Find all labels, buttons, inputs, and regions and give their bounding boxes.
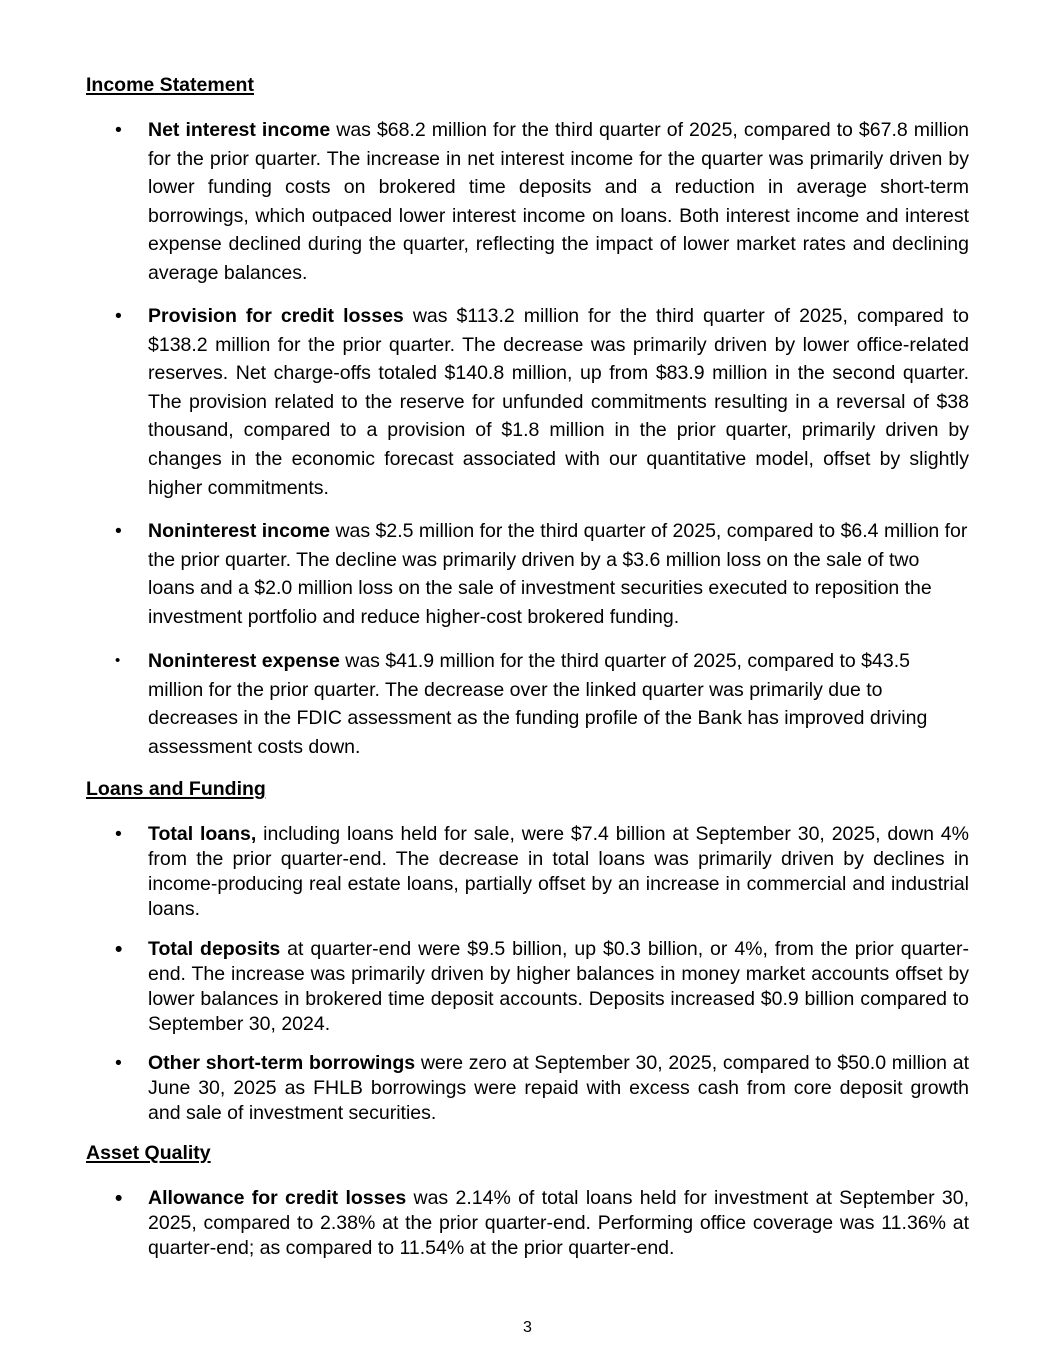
item-lead: Other short-term borrowings [148, 1052, 416, 1074]
item-text: was 2.14% of total loans held for investment at September 30, 2025, compared to 2.38% at the prior quarter-end. Performing office coverage was 11.36% at quarter-end; as compared to 11.54% at the prior quarter-end. [148, 1187, 969, 1259]
item-text: at quarter-end were $9.5 billion, up $0.3 billion, or 4%, from the prior quarter-end. The increase was primarily driven by higher balances in money market accounts offset by lower balances in brokered time deposit accounts. Deposits increased $0.9 billion compared to September 30, 2024. [148, 938, 970, 1035]
item-text: including loans held for sale, were $7.4 billion at September 30, 2025, down 4% from the prior quarter-end. The decrease in total loans was primarily driven by declines in income-producing real estate loans, partially offset by an increase in commercial and industrial loans. [148, 823, 969, 920]
bullet-icon: • [115, 1187, 123, 1210]
bullet-icon: • [115, 652, 121, 669]
item-text: were zero at September 30, 2025, compared to $50.0 million at June 30, 2025 as FHLB borrowings were repaid with excess cash from core deposit growth and sale of investment securities. [148, 1052, 969, 1124]
bullet-icon: • [115, 305, 122, 327]
short-term-borrowings-paragraph [148, 1051, 969, 1126]
total-loans-paragraph [148, 822, 969, 922]
item-lead: Total deposits [148, 938, 281, 960]
bullet-icon: • [115, 119, 122, 141]
item-lead: Noninterest expense [148, 650, 340, 672]
item-text: was $68.2 million for the third quarter of 2025, compared to $67.8 million for the prior quarter. The increase in net interest income for the quarter was primarily driven by lower funding costs on brokered time deposits and a reduction in average short-term borrowings, which outpaced lower interest income on loans. Both interest income and interest expense declined during the quarter, reflecting the impact of lower market rates and declining average balances. [148, 119, 969, 284]
item-lead: Noninterest income [148, 520, 331, 542]
bullet-icon: • [115, 520, 122, 542]
net-interest-income-paragraph [148, 116, 969, 288]
provision-paragraph [148, 302, 969, 502]
section-heading-loans-and-funding: Loans and Funding [86, 778, 266, 800]
section-heading-income-statement: Income Statement [86, 74, 254, 96]
item-lead: Net interest income [148, 119, 331, 141]
bullet-icon: • [115, 938, 123, 961]
allowance-paragraph [148, 1186, 969, 1261]
item-lead: Total loans, [148, 823, 257, 845]
noninterest-expense-paragraph [148, 647, 969, 761]
bullet-icon: • [115, 1052, 122, 1074]
section-heading-asset-quality: Asset Quality [86, 1142, 211, 1164]
page-number: 3 [523, 1319, 532, 1336]
item-lead: Provision for credit losses [148, 305, 404, 327]
item-text: was $41.9 million for the third quarter of 2025, compared to $43.5 million for the prior quarter. The decrease over the linked quarter was primarily due to decreases in the FDIC assessment as the funding profile of the Bank has improved driving assessment costs down. [148, 650, 928, 758]
noninterest-income-paragraph [148, 517, 969, 631]
bullet-icon: • [115, 823, 122, 845]
item-text: was $2.5 million for the third quarter of 2025, compared to $6.4 million for the prior quarter. The decline was primarily driven by a $3.6 million loss on the sale of two loans and a $2.0 million loss on the sale of investment securities executed to reposition the investment portfolio and reduce higher-cost brokered funding. [148, 520, 968, 628]
item-text: was $113.2 million for the third quarter of 2025, compared to $138.2 million for the prior quarter. The decrease was primarily driven by lower office-related reserves. Net charge-offs totaled $140.8 million, up from $83.9 million in the second quarter. The provision related to the reserve for unfunded commitments resulting in a reversal of $38 thousand, compared to a provision of $1.8 million in the prior quarter, primarily driven by changes in the economic forecast associated with our quantitative model, offset by slightly higher commitments. [148, 305, 969, 499]
total-deposits-paragraph [148, 937, 969, 1037]
item-lead: Allowance for credit losses [148, 1187, 407, 1209]
